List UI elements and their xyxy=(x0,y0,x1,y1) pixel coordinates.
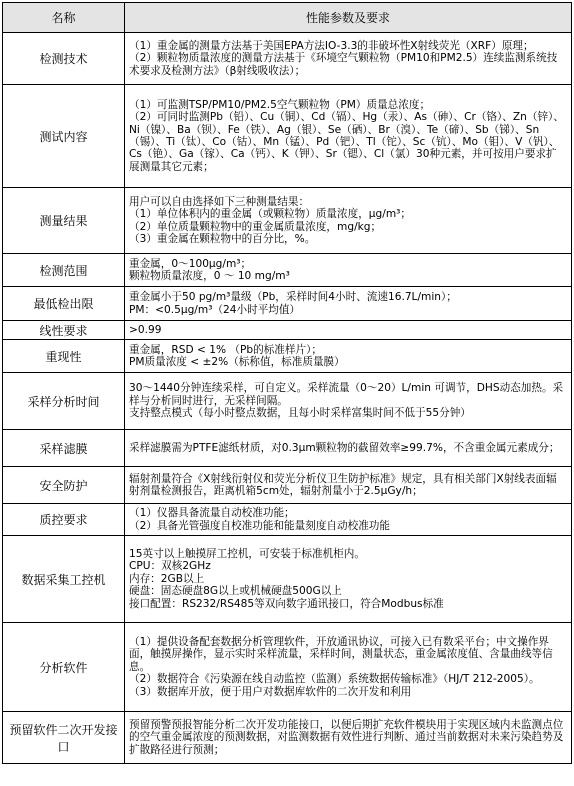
row-value xyxy=(125,340,572,373)
value-line: （1）可监测TSP/PM10/PM2.5空气颗粒物（PM）质量总浓度； xyxy=(129,98,431,111)
table-row xyxy=(3,33,572,85)
row-value xyxy=(125,188,572,254)
table-row xyxy=(3,85,572,188)
value-line: （2）颗粒物质量浓度的测量方法基于《环境空气颗粒物（PM10和PM2.5）连续监测系统技术要求及检测方法》（β射线吸收法）； xyxy=(129,52,558,77)
row-value xyxy=(125,33,572,85)
value-line: （2）单位质量颗粒物中的重金属质量浓度，mg/kg； xyxy=(129,220,382,233)
row-name: 预留软件二次开发接口 xyxy=(3,712,125,764)
row-value xyxy=(125,287,572,321)
value-line: 支持整点模式（每小时整点数据，且每小时采样富集时间不低于55分钟） xyxy=(129,407,471,420)
header-name: 名称 xyxy=(3,3,125,33)
table-row xyxy=(3,373,572,430)
row-name: 质控要求 xyxy=(3,504,125,536)
header-value: 性能参数及要求 xyxy=(125,3,572,33)
value-line: 辐射剂量符合《X射线衍射仪和荧光分析仪卫生防护标准》规定，具有相关部门X射线表面辐射剂量检测报告，距离机箱5cm处，辐射剂量小于2.5μGy/h； xyxy=(129,472,557,497)
value-line: （1）重金属的测量方法基于美国EPA方法IO-3.3的非破坏性X射线荧光（XRF）原理； xyxy=(129,39,534,52)
row-name: 采样分析时间 xyxy=(3,373,125,430)
value-line: 重金属，0～100μg/m³； xyxy=(129,257,252,270)
value-line: （3）重金属在颗粒物中的百分比，%。 xyxy=(129,232,316,245)
value-line: （2）具备光管强度自校准功能和能量刻度自动校准功能 xyxy=(129,519,390,532)
value-line: 30～1440分钟连续采样，可自定义。采样流量（0～20）L/min 可调节，DHS动态加热。采样与分析同时进行，无采样间隔。 xyxy=(129,382,564,407)
row-name: 线性要求 xyxy=(3,321,125,340)
row-name: 检测技术 xyxy=(3,33,125,85)
table-row xyxy=(3,536,572,623)
value-line: 硬盘：固态硬盘8G以上或机械硬盘500G以上 xyxy=(129,585,342,598)
row-name: 测试内容 xyxy=(3,85,125,188)
value-line: 重金属，RSD < 1% （Pb的标准样片）； xyxy=(129,343,322,356)
value-line: 预留预警预报智能分析二次开发功能接口，以便后期扩充软件模块用于实现区域内未监测点位的空气重金属浓度的预测数据，对监测数据有效性进行判断、通过当前数据对未来污染趋势及扩散路径进行预测； xyxy=(129,718,564,756)
value-line: 接口配置：RS232/RS485等双向数字通讯接口，符合Modbus标准 xyxy=(129,597,444,610)
table-row xyxy=(3,188,572,254)
table-row xyxy=(3,504,572,536)
value-line: >0.99 xyxy=(129,323,162,336)
table-row xyxy=(3,340,572,373)
table-row xyxy=(3,430,572,467)
table-row xyxy=(3,287,572,321)
row-value xyxy=(125,430,572,467)
row-value xyxy=(125,373,572,430)
row-value xyxy=(125,321,572,340)
header-row xyxy=(3,3,572,33)
value-line: （2）可同时监测Pb（铅）、Cu（铜）、Cd（镉）、Hg（汞）、As（砷）、Cr（铬）、Zn（锌）、Ni（镍）、Ba（钡）、Fe（铁）、Ag（银）、Se（硒）、Br（溴）、Te（碲）、Sb（锑）、Sn（锡）、Ti（钛）、Co（钴）、Mn（锰）、Pd（钯）、Tl（铊）、Sc（钪）、Mo（钼）、V（钒）、Cs（铯）、Ga（镓）、Ca（钙）、K（钾）、Sr（锶）、Cl（氯）30种元素，并可按用户要求扩展测量其它元素； xyxy=(129,111,564,173)
row-name: 检测范围 xyxy=(3,254,125,287)
row-value xyxy=(125,254,572,287)
row-name: 最低检出限 xyxy=(3,287,125,321)
row-value xyxy=(125,623,572,712)
value-line: （1）单位体积内的重金属（或颗粒物）质量浓度，μg/m³； xyxy=(129,208,411,221)
row-name: 数据采集工控机 xyxy=(3,536,125,623)
table-row xyxy=(3,321,572,340)
row-value xyxy=(125,85,572,188)
value-line: 内存：2GB以上 xyxy=(129,572,205,585)
table-row xyxy=(3,712,572,764)
table-row xyxy=(3,254,572,287)
row-name: 分析软件 xyxy=(3,623,125,712)
value-line: CPU：双核2GHz xyxy=(129,560,211,573)
row-name: 安全防护 xyxy=(3,467,125,504)
row-value xyxy=(125,712,572,764)
value-line: 15英寸以上触摸屏工控机，可安装于标准机柜内。 xyxy=(129,547,365,560)
value-line: （1）提供设备配套数据分析管理软件，开放通讯协议，可接入已有数采平台；中文操作界面，触摸屏操作，显示实时采样流量，采样时间，测量状态，重金属浓度值、含量曲线等信息。 xyxy=(129,635,553,673)
value-line: （3）数据库开放，便于用户对数据库软件的二次开发和利用 xyxy=(129,685,412,698)
row-name: 采样滤膜 xyxy=(3,430,125,467)
value-line: PM：<0.5μg/m³（24小时平均值） xyxy=(129,303,301,316)
row-name: 测量结果 xyxy=(3,188,125,254)
value-line: 重金属小于50 pg/m³量级（Pb，采样时间4小时、流速16.7L/min）； xyxy=(129,291,457,304)
table-row xyxy=(3,467,572,504)
spec-table xyxy=(2,2,572,764)
row-name: 重现性 xyxy=(3,340,125,373)
value-line: （2）数据符合《污染源在线自动监控（监测）系统数据传输标准》（HJ/T 212-2005）。 xyxy=(129,673,540,686)
row-value xyxy=(125,536,572,623)
value-line: PM质量浓度 < ±2%（标称值，标准质量膜） xyxy=(129,356,345,368)
value-line: （1）仪器具备流量自动校准功能； xyxy=(129,507,295,520)
value-line: 颗粒物质量浓度，0 ～ 10 mg/m³ xyxy=(129,270,290,282)
row-value xyxy=(125,467,572,504)
table-row xyxy=(3,623,572,712)
table-body xyxy=(3,33,572,764)
row-value xyxy=(125,504,572,536)
value-line: 用户可以自由选择如下三种测量结果： xyxy=(129,195,310,208)
value-line: 采样滤膜需为PTFE滤纸材质，对0.3μm颗粒物的截留效率≥99.7%，不含重金属元素成分； xyxy=(129,441,560,454)
